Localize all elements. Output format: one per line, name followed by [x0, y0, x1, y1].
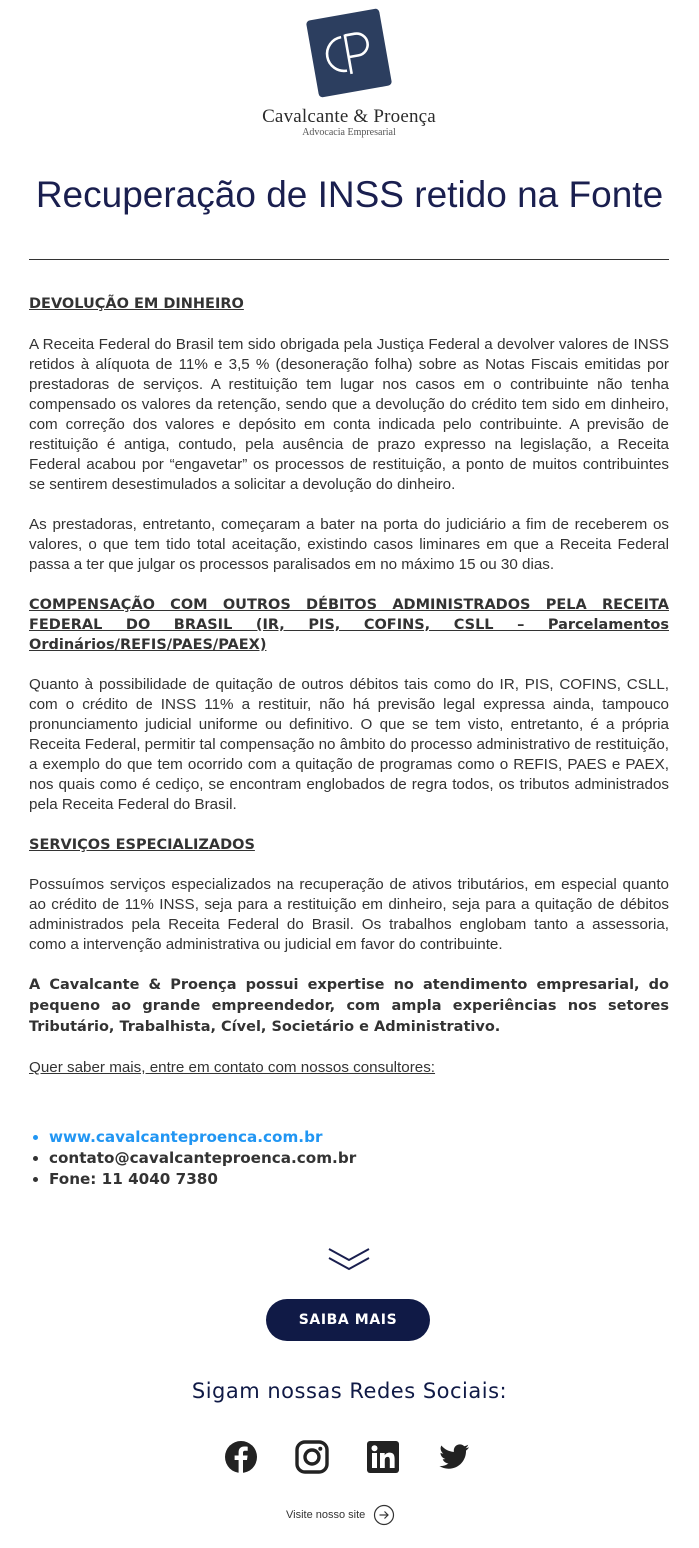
double-chevron-down-icon: [326, 1246, 372, 1274]
twitter-icon[interactable]: [437, 1440, 471, 1474]
section-heading-devolucao: DEVOLUÇÃO EM DINHEIRO: [29, 296, 244, 312]
facebook-icon[interactable]: [224, 1440, 258, 1474]
contact-intro: Quer saber mais, entre em contato com nossos consultores:: [29, 1059, 436, 1076]
linkedin-icon[interactable]: [366, 1440, 400, 1474]
phone-contact: • Fone: 11 4040 7380: [49, 1169, 356, 1190]
arrow-right-circle-icon: [373, 1504, 395, 1526]
divider: [29, 259, 669, 260]
brand-tagline: Advocacia Empresarial: [302, 127, 396, 138]
paragraph-devolucao-1: A Receita Federal do Brasil tem sido obrigada pela Justiça Federal a devolver valores de INSS retidos à alíquota de 11% e 3,5 % (desoneração folha) sobre as Notas Fiscais emitidas por prestadoras de serviços. A restituição tem lugar nos casos em o contribuinte não tenha compensado os valores da retenção, sendo que a devolução do crédito tem sido em dinheiro, com correção dos valores e depósito em conta indicada pelo contribuinte. A previsão de restituição é antiga, contudo, pela ausência de prazo expresso na legislação, a Receita Federal acabou por “engavetar” os processos de restituição, a ponto de muitos contribuintes se sentirem desestimulados a solicitar a devolução do dinheiro.: [29, 336, 669, 493]
section-heading-servicos: SERVIÇOS ESPECIALIZADOS: [29, 837, 255, 853]
section-heading-compensacao: COMPENSAÇÃO COM OUTROS DÉBITOS ADMINISTRADOS PELA RECEITA FEDERAL DO BRASIL (IR, PIS, COFINS, CSLL – Parcelamentos Ordinários/REFIS/PAES/PAEX): [29, 597, 669, 653]
paragraph-expertise: A Cavalcante & Proença possui expertise no atendimento empresarial, do pequeno ao grande empreendedor, com ampla experiências nos setores Tributário, Trabalhista, Cível, Societário e Administrativo.: [29, 977, 669, 1035]
paragraph-servicos: Possuímos serviços especializados na recuperação de ativos tributários, em especial quanto ao crédito de 11% INSS, seja para a restituição em dinheiro, seja para a quitação de débitos administrados pela Receita Federal do Brasil. Os trabalhos englobam tanto a assessoria, como a intervenção administrativa ou judicial em favor do contribuinte.: [29, 876, 669, 953]
visit-site-link[interactable]: [286, 1504, 395, 1526]
website-link[interactable]: • www.cavalcanteproenca.com.br: [49, 1127, 356, 1148]
page-title: Recuperação de INSS retido na Fonte: [35, 174, 664, 215]
brand-name: Cavalcante & Proença: [262, 106, 436, 127]
visit-site-label: Visite nosso site: [286, 1509, 366, 1521]
social-title: Sigam nossas Redes Sociais:: [191, 1379, 508, 1403]
logo-mark-icon: [304, 8, 394, 98]
contact-list: [29, 1127, 356, 1190]
email-contact: • contato@cavalcanteproenca.com.br: [49, 1148, 356, 1169]
paragraph-devolucao-2: As prestadoras, entretanto, começaram a bater na porta do judiciário a fim de receberem os valores, o que tem tido total aceitação, existindo casos liminares em que a Receita Federal passa a ter que julgar os processos paralisados em no máximo 15 ou 30 dias.: [29, 516, 669, 573]
brand-logo: [258, 8, 440, 136]
saiba-mais-button[interactable]: SAIBA MAIS: [266, 1299, 430, 1341]
article-body: [29, 294, 669, 1078]
paragraph-compensacao: Quanto à possibilidade de quitação de outros débitos tais como do IR, PIS, COFINS, CSLL, com o crédito de INSS 11% a restituir, não há previsão legal expressa ainda, tampouco pronunciamento judicial uniforme ou definitivo. O que se tem visto, entretanto, é a própria Receita Federal, permitir tal compensação no âmbito do processo administrativo de restituição, a exemplo do que tem ocorrido com a quitação de programas como o REFIS, PAES e PAEX, nos quais como é cediço, se encontram englobados de regra todos, os tributos administrados pela Receita Federal do Brasil.: [29, 676, 669, 813]
instagram-icon[interactable]: [295, 1440, 329, 1474]
